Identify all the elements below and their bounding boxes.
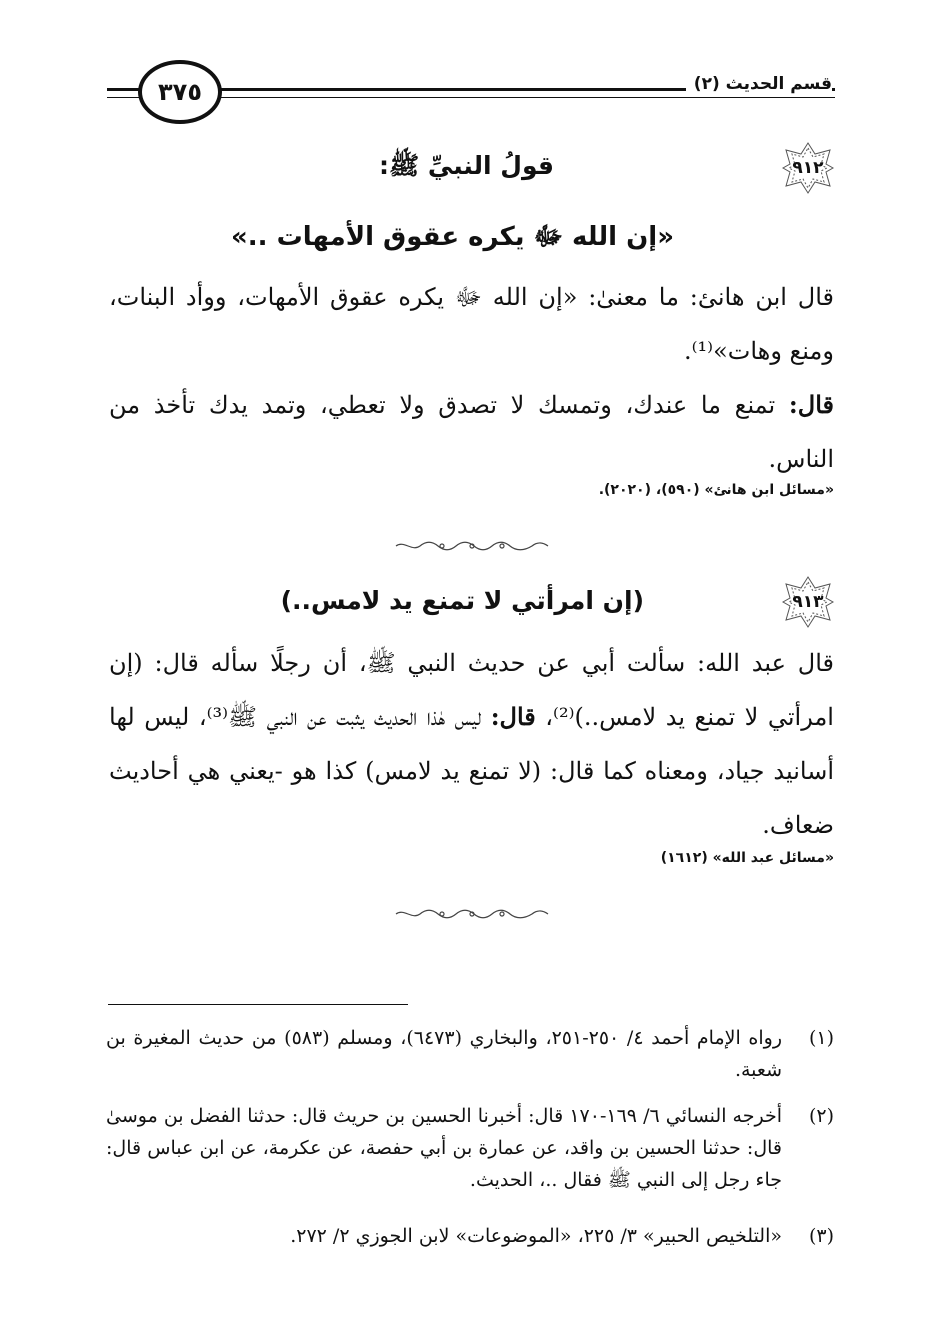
hadith-quote: «إن الله ﷻ يكره عقوق الأمهات ..»: [230, 222, 674, 252]
source-citation: «مسائل ابن هانئ» (٥٩٠)، (٢٠٢٠).: [598, 482, 834, 498]
footnote-separator: [108, 1004, 408, 1005]
paragraph-text: تمنع ما عندك، وتمسك لا تصدق ولا تعطي، وتمد يدك تأخذ من الناس.: [109, 391, 834, 473]
page-number-badge: [138, 60, 222, 124]
footnote-text: رواه الإمام أحمد ٤/ ٢٥٠-٢٥١، والبخاري (٦٤٧٣)، ومسلم (٥٨٣) من حديث المغيرة بن شعبة.: [106, 1027, 783, 1081]
decorative-separator-icon: [392, 906, 552, 920]
source-citation: «مسائل عبد الله» (١٦١٢): [660, 850, 834, 866]
footnote-number: (١): [808, 1027, 834, 1049]
footnote: [106, 1220, 834, 1252]
paragraph: [109, 636, 834, 852]
paragraph: [109, 270, 834, 378]
paragraph-text: قال عبد الله: سألت أبي عن حديث النبي ﷺ، أن رجلًا سأله قال: (إن امرأتي لا تمنع يد لامس..)⁽²⁾،: [109, 649, 834, 731]
footnote-text: أخرجه النسائي ٦/ ١٦٩-١٧٠ قال: أخبرنا الحسين بن حريث قال: حدثنا الفضل بن موسىٰ قال: حدثنا الحسين بن واقد، عن عمارة بن أبي حفصة، عن عكرمة، عن ابن عباس قال: جاء رجل إلى النبي ﷺ فقال ..، الحديث.: [106, 1105, 782, 1191]
decorative-separator-icon: [392, 538, 552, 552]
footnote-text: «التلخيص الحبير» ٣/ ٢٢٥، «الموضوعات» لابن الجوزي ٢/ ٢٧٢.: [290, 1225, 782, 1247]
paragraph-text: ليس هٰذا الحديث يثبت عن النبي ﷺ⁽³⁾، ليس لها أسانيد جياد، ومعناه كما قال: (لا تمنع يد لامس) كذا هو -يعني هي أحاديث ضعاف.: [109, 703, 834, 839]
footnote-number: (٣): [808, 1225, 834, 1247]
entry-number: ٩١٢: [792, 158, 824, 178]
paragraph: [109, 378, 834, 486]
footnote: [106, 1022, 834, 1086]
paragraph-text: قال ابن هانئ: ما معنىٰ: «إن الله ﷻ يكره عقوق الأمهات، ووأد البنات، ومنع وهات»⁽¹⁾.: [109, 283, 834, 365]
page-number: ٣٧٥: [158, 78, 202, 106]
speaker-label: قال:: [788, 390, 834, 419]
speaker-label: قال:: [490, 702, 536, 731]
entry-number: ٩١٣: [792, 592, 824, 612]
footnote-number: (٢): [808, 1105, 834, 1127]
entry-number-badge-icon: [780, 140, 836, 196]
running-header-title: قسم الحديث (٢): [686, 74, 832, 94]
footnote: [106, 1100, 834, 1196]
entry-number-badge-icon: [780, 574, 836, 630]
entry-title: (إن امرأتي لا تمنع يد لامس..): [280, 586, 644, 615]
entry-title: قولُ النبيِّ ﷺ:: [379, 151, 554, 180]
